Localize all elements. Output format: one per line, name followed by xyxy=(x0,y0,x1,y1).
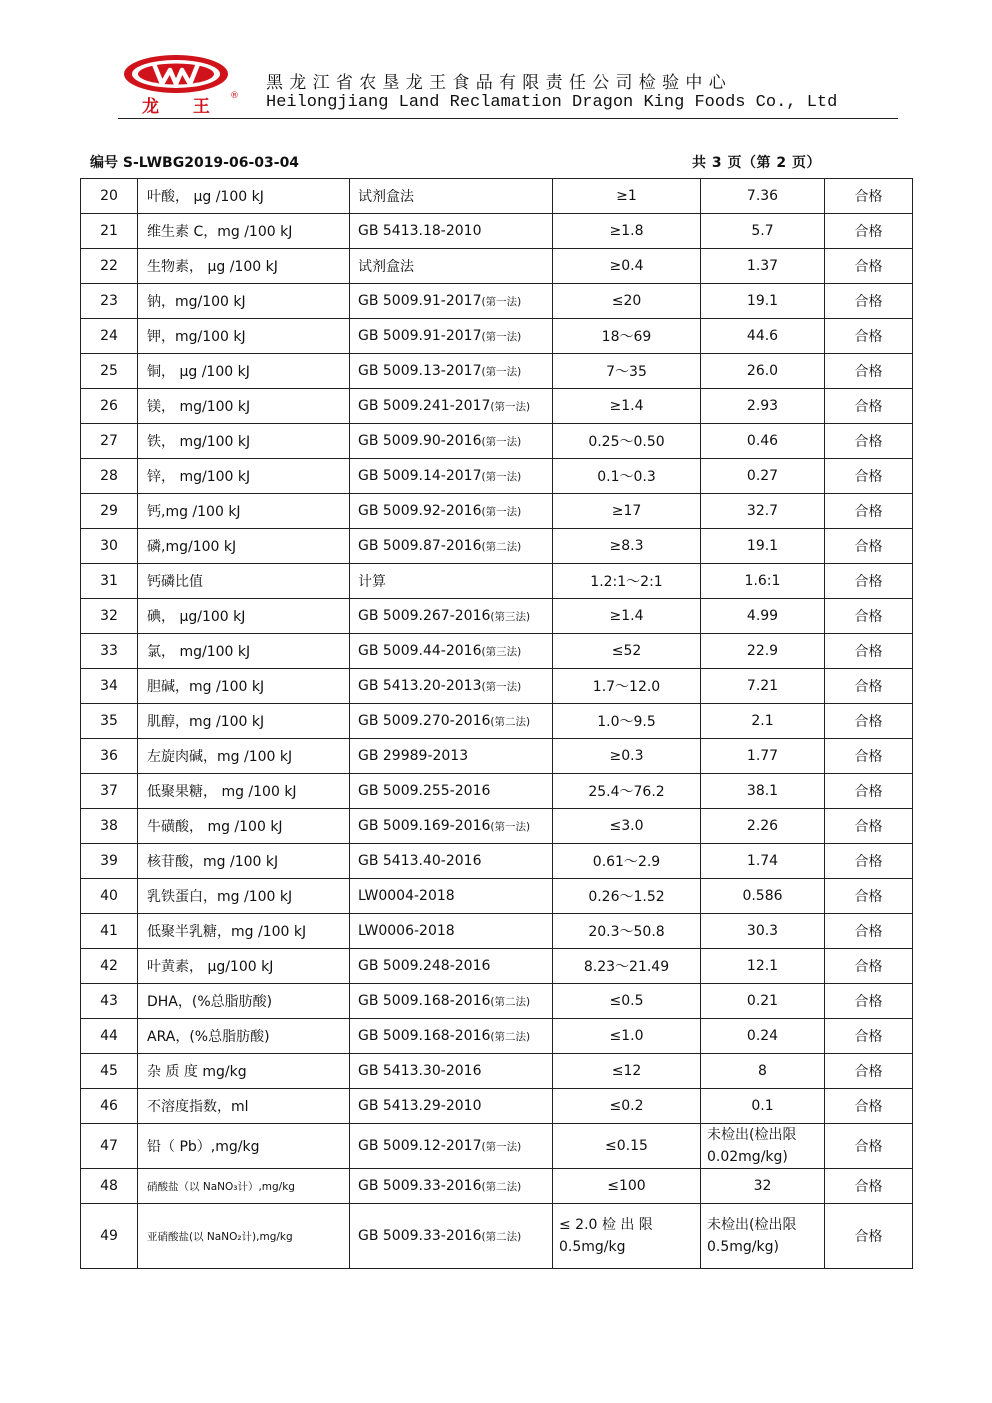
requirement: 1.7～12.0 xyxy=(553,669,701,704)
method-standard: GB 5009.90-2016 xyxy=(358,433,482,449)
test-method xyxy=(350,179,553,214)
requirement: 0.26～1.52 xyxy=(553,879,701,914)
company-name-english: Heilongjiang Land Reclamation Dragon King Foods Co., Ltd xyxy=(266,93,838,112)
test-method xyxy=(350,879,553,914)
verdict: 合格 xyxy=(825,1089,913,1124)
test-item: 铅（ Pb）,mg/kg xyxy=(138,1124,350,1169)
verdict: 合格 xyxy=(825,249,913,284)
method-note: (第二法) xyxy=(490,1031,531,1043)
method-note: (第一法) xyxy=(481,296,522,308)
method-note: (第一法) xyxy=(481,331,522,343)
table-row xyxy=(81,529,913,564)
verdict: 合格 xyxy=(825,389,913,424)
test-item: 钙,mg /100 kJ xyxy=(138,494,350,529)
test-method xyxy=(350,1089,553,1124)
result: 32 xyxy=(701,1169,825,1204)
requirement: ≤0.2 xyxy=(553,1089,701,1124)
row-number: 28 xyxy=(81,459,138,494)
result: 2.26 xyxy=(701,809,825,844)
requirement: ≤100 xyxy=(553,1169,701,1204)
test-method xyxy=(350,319,553,354)
requirement: ≤52 xyxy=(553,634,701,669)
table-row xyxy=(81,844,913,879)
requirement: 18～69 xyxy=(553,319,701,354)
test-method xyxy=(350,844,553,879)
method-note: (第一法) xyxy=(490,821,531,833)
verdict: 合格 xyxy=(825,1019,913,1054)
company-name-chinese: 黑龙江省农垦龙王食品有限责任公司检验中心 xyxy=(266,73,732,93)
verdict: 合格 xyxy=(825,564,913,599)
test-method xyxy=(350,949,553,984)
row-number: 40 xyxy=(81,879,138,914)
row-number: 22 xyxy=(81,249,138,284)
method-standard: GB 5009.33-2016 xyxy=(358,1228,482,1244)
verdict: 合格 xyxy=(825,354,913,389)
method-standard: 计算 xyxy=(358,574,386,590)
requirement: ≥8.3 xyxy=(553,529,701,564)
method-standard: GB 5009.12-2017 xyxy=(358,1138,482,1154)
verdict: 合格 xyxy=(825,459,913,494)
verdict: 合格 xyxy=(825,1204,913,1269)
result: 32.7 xyxy=(701,494,825,529)
table-row xyxy=(81,704,913,739)
result: 0.586 xyxy=(701,879,825,914)
method-standard: GB 5009.87-2016 xyxy=(358,538,482,554)
requirement: ≤12 xyxy=(553,1054,701,1089)
test-item: ARA，(%总脂肪酸) xyxy=(138,1019,350,1054)
method-standard: GB 5413.30-2016 xyxy=(358,1063,482,1079)
requirement: ≤20 xyxy=(553,284,701,319)
test-item: 胆碱，mg /100 kJ xyxy=(138,669,350,704)
verdict: 合格 xyxy=(825,914,913,949)
method-standard: GB 5009.13-2017 xyxy=(358,363,482,379)
row-number: 24 xyxy=(81,319,138,354)
requirement: ≥0.3 xyxy=(553,739,701,774)
test-method xyxy=(350,389,553,424)
test-item: DHA，(%总脂肪酸) xyxy=(138,984,350,1019)
result: 4.99 xyxy=(701,599,825,634)
row-number: 26 xyxy=(81,389,138,424)
method-standard: LW0004-2018 xyxy=(358,888,455,904)
test-item: 钾，mg/100 kJ xyxy=(138,319,350,354)
verdict: 合格 xyxy=(825,704,913,739)
table-row xyxy=(81,984,913,1019)
requirement: 1.0～9.5 xyxy=(553,704,701,739)
table-row xyxy=(81,669,913,704)
table-row xyxy=(81,564,913,599)
method-standard: 试剂盒法 xyxy=(358,259,414,275)
result: 0.1 xyxy=(701,1089,825,1124)
row-number: 45 xyxy=(81,1054,138,1089)
method-standard: 试剂盒法 xyxy=(358,189,414,205)
registered-mark: ® xyxy=(230,91,239,101)
row-number: 37 xyxy=(81,774,138,809)
table-row xyxy=(81,179,913,214)
requirement: ≤3.0 xyxy=(553,809,701,844)
table-row xyxy=(81,389,913,424)
table-row xyxy=(81,774,913,809)
test-method xyxy=(350,914,553,949)
result: 1.37 xyxy=(701,249,825,284)
method-standard: GB 5413.29-2010 xyxy=(358,1098,482,1114)
requirement: 7～35 xyxy=(553,354,701,389)
table-row xyxy=(81,634,913,669)
result: 12.1 xyxy=(701,949,825,984)
method-standard: GB 5009.44-2016 xyxy=(358,643,482,659)
row-number: 44 xyxy=(81,1019,138,1054)
test-method xyxy=(350,809,553,844)
method-standard: GB 5009.169-2016 xyxy=(358,818,491,834)
table-row xyxy=(81,284,913,319)
verdict: 合格 xyxy=(825,634,913,669)
test-item: 生物素， μg /100 kJ xyxy=(138,249,350,284)
test-method xyxy=(350,669,553,704)
logo-text: 龙 王 xyxy=(142,97,224,117)
method-note: (第一法) xyxy=(481,366,522,378)
requirement: 0.1～0.3 xyxy=(553,459,701,494)
requirement: ≤ 2.0 检 出 限 0.5mg/kg xyxy=(553,1204,701,1269)
test-item: 左旋肉碱，mg /100 kJ xyxy=(138,739,350,774)
verdict: 合格 xyxy=(825,424,913,459)
row-number: 20 xyxy=(81,179,138,214)
test-method xyxy=(350,774,553,809)
test-item: 叶酸， μg /100 kJ xyxy=(138,179,350,214)
table-row xyxy=(81,214,913,249)
row-number: 46 xyxy=(81,1089,138,1124)
row-number: 31 xyxy=(81,564,138,599)
method-standard: GB 5009.14-2017 xyxy=(358,468,482,484)
test-method xyxy=(350,494,553,529)
method-standard: GB 5009.248-2016 xyxy=(358,958,491,974)
verdict: 合格 xyxy=(825,494,913,529)
result: 2.1 xyxy=(701,704,825,739)
requirement: ≥17 xyxy=(553,494,701,529)
requirement: 20.3～50.8 xyxy=(553,914,701,949)
result: 19.1 xyxy=(701,529,825,564)
result: 0.21 xyxy=(701,984,825,1019)
test-method xyxy=(350,1204,553,1269)
row-number: 29 xyxy=(81,494,138,529)
table-body xyxy=(81,179,913,1269)
verdict: 合格 xyxy=(825,284,913,319)
result: 8 xyxy=(701,1054,825,1089)
verdict: 合格 xyxy=(825,774,913,809)
result: 5.7 xyxy=(701,214,825,249)
method-note: (第二法) xyxy=(481,1181,522,1193)
requirement: ≥0.4 xyxy=(553,249,701,284)
test-method xyxy=(350,1054,553,1089)
table-row xyxy=(81,494,913,529)
test-item: 氯， mg/100 kJ xyxy=(138,634,350,669)
test-item: 核苷酸，mg /100 kJ xyxy=(138,844,350,879)
result: 22.9 xyxy=(701,634,825,669)
row-number: 42 xyxy=(81,949,138,984)
test-method xyxy=(350,984,553,1019)
test-item: 钙磷比值 xyxy=(138,564,350,599)
test-item: 肌醇，mg /100 kJ xyxy=(138,704,350,739)
test-item: 锌， mg/100 kJ xyxy=(138,459,350,494)
test-results-table xyxy=(80,178,913,1269)
result: 0.27 xyxy=(701,459,825,494)
test-method xyxy=(350,284,553,319)
table-row xyxy=(81,1054,913,1089)
method-standard: GB 5413.40-2016 xyxy=(358,853,482,869)
verdict: 合格 xyxy=(825,214,913,249)
result: 未检出(检出限 0.5mg/kg) xyxy=(701,1204,825,1269)
method-standard: GB 5413.18-2010 xyxy=(358,223,482,239)
method-note: (第三法) xyxy=(481,646,522,658)
result: 0.24 xyxy=(701,1019,825,1054)
test-item: 磷,mg/100 kJ xyxy=(138,529,350,564)
test-method xyxy=(350,529,553,564)
requirement: ≥1.4 xyxy=(553,389,701,424)
row-number: 23 xyxy=(81,284,138,319)
table-row xyxy=(81,1204,913,1269)
row-number: 33 xyxy=(81,634,138,669)
test-item: 镁， mg/100 kJ xyxy=(138,389,350,424)
test-item: 叶黄素， μg/100 kJ xyxy=(138,949,350,984)
method-note: (第二法) xyxy=(481,541,522,553)
method-standard: LW0006-2018 xyxy=(358,923,455,939)
method-note: (第一法) xyxy=(481,506,522,518)
result: 7.36 xyxy=(701,179,825,214)
result: 1.74 xyxy=(701,844,825,879)
test-method xyxy=(350,214,553,249)
row-number: 47 xyxy=(81,1124,138,1169)
table-row xyxy=(81,1169,913,1204)
result: 未检出(检出限 0.02mg/kg) xyxy=(701,1124,825,1169)
row-number: 48 xyxy=(81,1169,138,1204)
method-note: (第二法) xyxy=(490,716,531,728)
document-number: 编号 S-LWBG2019-06-03-04 xyxy=(90,155,300,171)
method-note: (第三法) xyxy=(490,611,531,623)
test-item: 钠，mg/100 kJ xyxy=(138,284,350,319)
test-item: 亚硝酸盐(以 NaNO₂计),mg/kg xyxy=(138,1204,350,1269)
requirement: ≤0.5 xyxy=(553,984,701,1019)
test-method xyxy=(350,424,553,459)
method-standard: GB 5009.33-2016 xyxy=(358,1178,482,1194)
method-note: (第二法) xyxy=(490,996,531,1008)
requirement: 25.4～76.2 xyxy=(553,774,701,809)
verdict: 合格 xyxy=(825,669,913,704)
method-standard: GB 5009.168-2016 xyxy=(358,993,491,1009)
test-method xyxy=(350,1124,553,1169)
row-number: 34 xyxy=(81,669,138,704)
method-note: (第一法) xyxy=(481,1141,522,1153)
test-item: 维生素 C，mg /100 kJ xyxy=(138,214,350,249)
method-standard: GB 5009.91-2017 xyxy=(358,293,482,309)
row-number: 32 xyxy=(81,599,138,634)
result: 1.6:1 xyxy=(701,564,825,599)
verdict: 合格 xyxy=(825,949,913,984)
verdict: 合格 xyxy=(825,739,913,774)
test-method xyxy=(350,459,553,494)
result: 44.6 xyxy=(701,319,825,354)
result: 19.1 xyxy=(701,284,825,319)
table-row xyxy=(81,1089,913,1124)
requirement: 8.23～21.49 xyxy=(553,949,701,984)
requirement: 0.25～0.50 xyxy=(553,424,701,459)
row-number: 30 xyxy=(81,529,138,564)
test-item: 低聚半乳糖，mg /100 kJ xyxy=(138,914,350,949)
result: 38.1 xyxy=(701,774,825,809)
test-method xyxy=(350,704,553,739)
result: 7.21 xyxy=(701,669,825,704)
test-item: 牛磺酸， mg /100 kJ xyxy=(138,809,350,844)
test-method xyxy=(350,564,553,599)
result: 0.46 xyxy=(701,424,825,459)
method-note: (第一法) xyxy=(481,471,522,483)
requirement: ≤1.0 xyxy=(553,1019,701,1054)
verdict: 合格 xyxy=(825,529,913,564)
row-number: 38 xyxy=(81,809,138,844)
method-standard: GB 5009.241-2017 xyxy=(358,398,491,414)
method-note: (第二法) xyxy=(481,1231,522,1243)
table-row xyxy=(81,599,913,634)
test-method xyxy=(350,249,553,284)
result: 30.3 xyxy=(701,914,825,949)
test-item: 铜， μg /100 kJ xyxy=(138,354,350,389)
result: 2.93 xyxy=(701,389,825,424)
method-standard: GB 5009.91-2017 xyxy=(358,328,482,344)
row-number: 41 xyxy=(81,914,138,949)
table-row xyxy=(81,914,913,949)
row-number: 39 xyxy=(81,844,138,879)
table-row xyxy=(81,319,913,354)
page-info: 共 3 页（第 2 页） xyxy=(692,155,821,171)
test-item: 杂 质 度 mg/kg xyxy=(138,1054,350,1089)
test-item: 低聚果糖， mg /100 kJ xyxy=(138,774,350,809)
table-row xyxy=(81,949,913,984)
requirement: ≤0.15 xyxy=(553,1124,701,1169)
method-note: (第一法) xyxy=(490,401,531,413)
result: 1.77 xyxy=(701,739,825,774)
method-standard: GB 5009.270-2016 xyxy=(358,713,491,729)
requirement: ≥1 xyxy=(553,179,701,214)
table-row xyxy=(81,739,913,774)
test-item: 不溶度指数，ml xyxy=(138,1089,350,1124)
row-number: 35 xyxy=(81,704,138,739)
method-note: (第一法) xyxy=(481,681,522,693)
verdict: 合格 xyxy=(825,179,913,214)
verdict: 合格 xyxy=(825,319,913,354)
table-row xyxy=(81,249,913,284)
test-item: 碘， μg/100 kJ xyxy=(138,599,350,634)
method-note: (第一法) xyxy=(481,436,522,448)
verdict: 合格 xyxy=(825,844,913,879)
verdict: 合格 xyxy=(825,984,913,1019)
row-number: 49 xyxy=(81,1204,138,1269)
verdict: 合格 xyxy=(825,809,913,844)
requirement: ≥1.4 xyxy=(553,599,701,634)
row-number: 21 xyxy=(81,214,138,249)
verdict: 合格 xyxy=(825,1124,913,1169)
test-method xyxy=(350,634,553,669)
table-row xyxy=(81,459,913,494)
verdict: 合格 xyxy=(825,1169,913,1204)
table-row xyxy=(81,1124,913,1169)
test-method xyxy=(350,1019,553,1054)
table-row xyxy=(81,424,913,459)
test-method xyxy=(350,354,553,389)
requirement: 1.2:1～2:1 xyxy=(553,564,701,599)
row-number: 36 xyxy=(81,739,138,774)
test-method xyxy=(350,1169,553,1204)
method-standard: GB 5009.92-2016 xyxy=(358,503,482,519)
table-row xyxy=(81,354,913,389)
method-standard: GB 29989-2013 xyxy=(358,748,469,764)
row-number: 43 xyxy=(81,984,138,1019)
test-method xyxy=(350,599,553,634)
row-number: 25 xyxy=(81,354,138,389)
table-row xyxy=(81,809,913,844)
verdict: 合格 xyxy=(825,1054,913,1089)
table-row xyxy=(81,879,913,914)
table-row xyxy=(81,1019,913,1054)
requirement: ≥1.8 xyxy=(553,214,701,249)
verdict: 合格 xyxy=(825,599,913,634)
test-item: 铁， mg/100 kJ xyxy=(138,424,350,459)
method-standard: GB 5009.255-2016 xyxy=(358,783,491,799)
test-item: 硝酸盐（以 NaNO₃计）,mg/kg xyxy=(138,1169,350,1204)
method-standard: GB 5009.168-2016 xyxy=(358,1028,491,1044)
verdict: 合格 xyxy=(825,879,913,914)
method-standard: GB 5413.20-2013 xyxy=(358,678,482,694)
header-rule xyxy=(118,118,898,119)
test-method xyxy=(350,739,553,774)
row-number: 27 xyxy=(81,424,138,459)
result: 26.0 xyxy=(701,354,825,389)
requirement: 0.61～2.9 xyxy=(553,844,701,879)
method-standard: GB 5009.267-2016 xyxy=(358,608,491,624)
test-item: 乳铁蛋白，mg /100 kJ xyxy=(138,879,350,914)
